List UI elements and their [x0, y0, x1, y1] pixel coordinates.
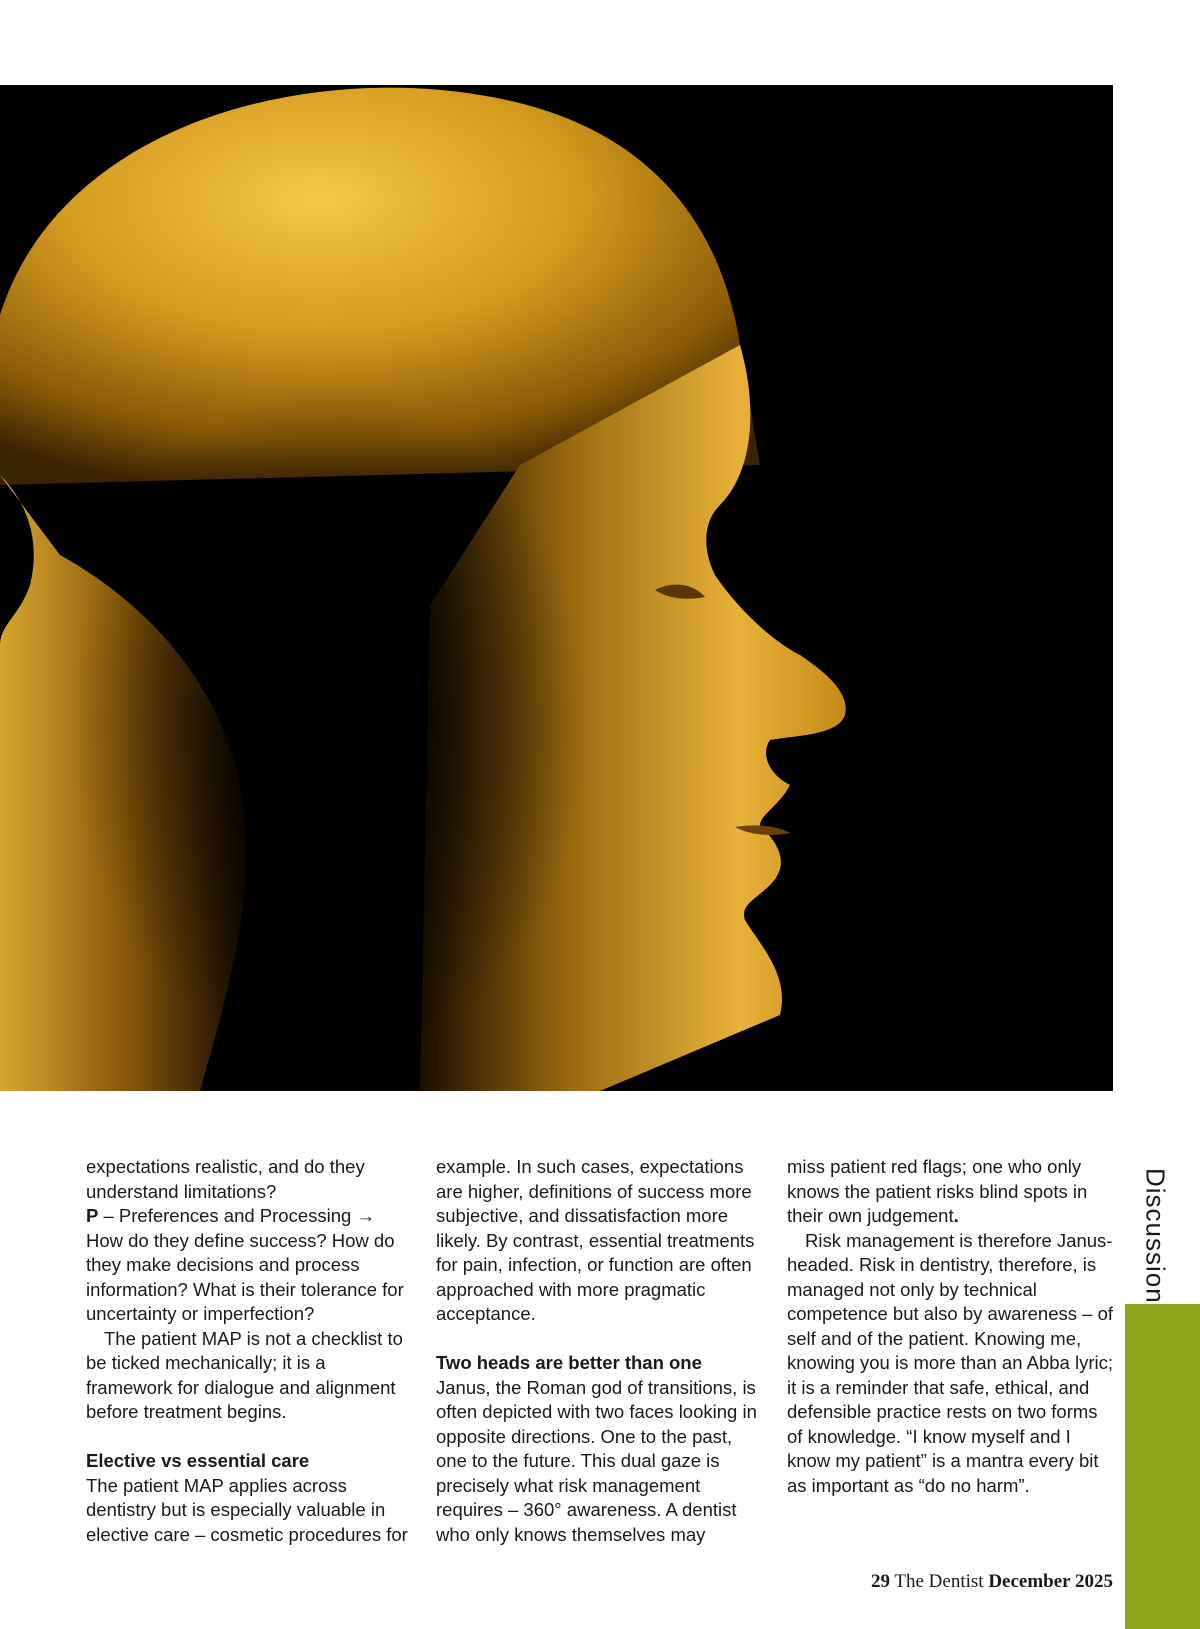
text-column-2 — [436, 1155, 766, 1547]
page-number: 29 — [870, 1571, 890, 1592]
section-label-text: Discussion — [1140, 1168, 1171, 1304]
golden-janus-head-illustration — [0, 85, 1113, 1091]
paragraph: Janus, the Roman god of transitions, is often depicted with two faces looking in opposite directions. One to the past, one to the future. This dual gaze is precisely what risk management requires – 360° awareness. A dentist who only knows themselves may — [436, 1376, 757, 1545]
issue-date: December 2025 — [988, 1571, 1113, 1592]
page-footer — [871, 1571, 1113, 1593]
text-column-3 — [787, 1155, 1117, 1498]
paragraph-end: . — [953, 1205, 959, 1226]
hero-image — [0, 85, 1113, 1091]
section-label — [1125, 1168, 1185, 1304]
paragraph: The patient MAP is not a checklist to be ticked mechanically; it is a framework for dialogue and alignment before treatment begins. — [86, 1327, 403, 1422]
green-accent-tab — [1125, 1304, 1200, 1629]
text-column-1 — [86, 1155, 416, 1547]
paragraph: The patient MAP applies across dentistry but is especially valuable in elective care – cosmetic procedures for — [86, 1474, 408, 1545]
subheading: Two heads are better than one — [436, 1352, 702, 1373]
paragraph-text: – Preferences and Processing → How do they define success? How do they make decisions and process information? What is their tolerance for uncertainty or imperfection? — [86, 1205, 404, 1324]
subheading: Elective vs essential care — [86, 1450, 310, 1471]
map-letter: P — [86, 1205, 99, 1226]
paragraph: example. In such cases, expectations are higher, definitions of success more subjective, and dissatisfaction more likely. By contrast, essential treatments for pain, infection, or function are often approached with more pragmatic acceptance. — [436, 1156, 755, 1324]
publication-name: The Dentist — [894, 1571, 984, 1592]
paragraph: Risk management is therefore Janus-headed. Risk in dentistry, therefore, is managed not only by technical competence but also by awareness – of self and of the patient. Knowing me, knowing you is more than an Abba lyric; it is a reminder that safe, ethical, and defensible practice rests on two forms of knowledge. “I know myself and I know my patient” is a mantra every bit as important as “do no harm”. — [787, 1229, 1113, 1496]
paragraph — [787, 1155, 1117, 1229]
paragraph-text: miss patient red flags; one who only knows the patient risks blind spots in their own judgement — [787, 1156, 1088, 1226]
paragraph: expectations realistic, and do they understand limitations? — [86, 1156, 365, 1202]
paragraph — [86, 1204, 416, 1327]
